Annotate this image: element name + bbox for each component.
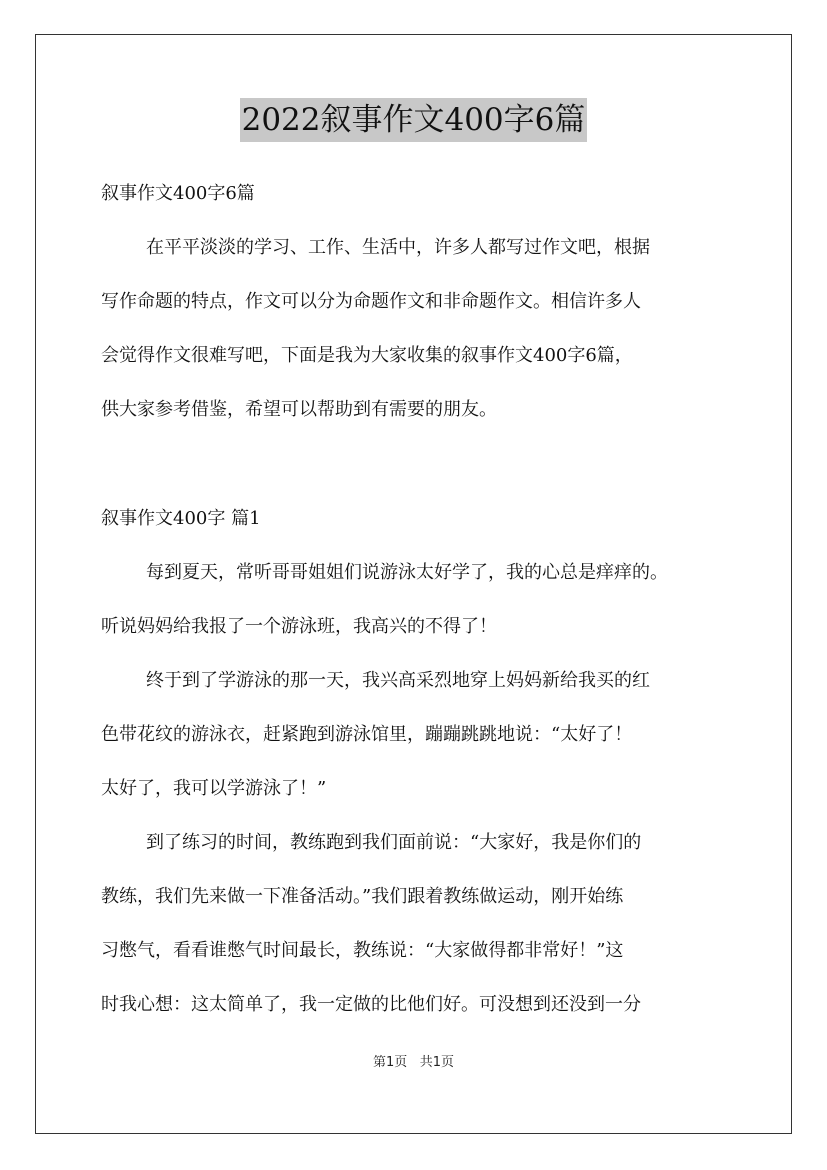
section-line: 到了练习的时间，教练跑到我们面前说：“大家好，我是你们的 bbox=[146, 832, 642, 853]
page-total-label: 共1页 bbox=[419, 1055, 454, 1070]
section-heading: 叙事作文400字 篇1 bbox=[101, 508, 261, 529]
page-number-label: 第1页 bbox=[373, 1055, 408, 1070]
section-line: 习憋气，看看谁憋气时间最长，教练说：“大家做得都非常好！”这 bbox=[101, 940, 624, 961]
title-container bbox=[0, 98, 827, 142]
document-title: 2022叙事作文400字6篇 bbox=[240, 98, 588, 142]
section-line: 终于到了学游泳的那一天，我兴高采烈地穿上妈妈新给我买的红 bbox=[146, 670, 650, 691]
section-line: 太好了，我可以学游泳了！” bbox=[101, 778, 327, 799]
section-line: 听说妈妈给我报了一个游泳班，我高兴的不得了！ bbox=[101, 616, 497, 637]
page-footer bbox=[0, 1054, 827, 1072]
document-subtitle: 叙事作文400字6篇 bbox=[101, 183, 255, 204]
intro-line: 在平平淡淡的学习、工作、生活中，许多人都写过作文吧，根据 bbox=[146, 237, 650, 258]
intro-line: 会觉得作文很难写吧，下面是我为大家收集的叙事作文400字6篇， bbox=[101, 345, 633, 366]
intro-line: 供大家参考借鉴，希望可以帮助到有需要的朋友。 bbox=[101, 399, 497, 420]
section-line: 时我心想：这太简单了，我一定做的比他们好。可没想到还没到一分 bbox=[101, 994, 641, 1015]
section-line: 每到夏天，常听哥哥姐姐们说游泳太好学了，我的心总是痒痒的。 bbox=[146, 562, 668, 583]
section-line: 色带花纹的游泳衣，赶紧跑到游泳馆里，蹦蹦跳跳地说：“太好了！ bbox=[101, 724, 633, 745]
intro-line: 写作命题的特点，作文可以分为命题作文和非命题作文。相信许多人 bbox=[101, 291, 641, 312]
section-line: 教练，我们先来做一下准备活动。”我们跟着教练做运动，刚开始练 bbox=[101, 886, 624, 907]
